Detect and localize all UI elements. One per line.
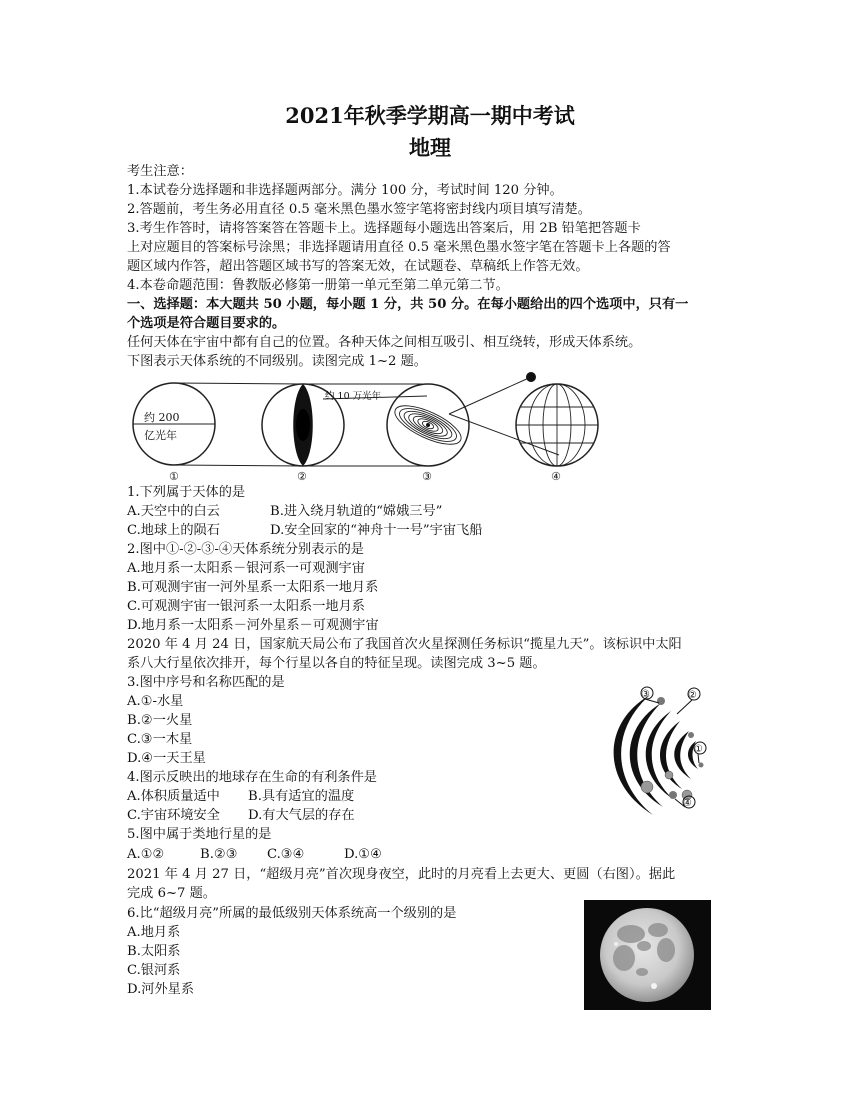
question-stem: 4.图示反映出的地球存在生命的有利条件是: [127, 770, 377, 785]
figure-number: ④: [683, 798, 692, 809]
figure-label: 约 200: [144, 411, 180, 424]
intro-text: 2020 年 4 月 24 日，国家航天局公布了我国首次火星探测任务标识“揽星九天”。该标识中太阳: [127, 637, 682, 652]
option-c: C.可观测宇宙一银河系一太阳系一地月系: [127, 599, 365, 614]
figure-number: ④: [551, 470, 561, 483]
intro-text: 下图表示天体系统的不同级别。读图完成 1~2 题。: [127, 354, 427, 369]
option-a: A.地月系: [127, 925, 181, 940]
option-d: D.安全回家的“神舟十一号”宇宙飞船: [270, 523, 483, 538]
option-c: C.宇宙环境安全: [127, 808, 220, 823]
option-a: A.①-水星: [127, 694, 184, 709]
figure-number: ②: [688, 690, 697, 701]
notice-item: 3.考生作答时，请将答案答在答题卡上。选择题每小题选出答案后，用 2B 铅笔把答题卡: [127, 221, 641, 236]
option-b: B.②一火星: [127, 713, 193, 728]
notice-heading: 考生注意：: [127, 164, 193, 179]
figure-label: 亿光年: [144, 429, 177, 442]
option-c: C.银河系: [127, 963, 181, 978]
question-stem: 2.图中①-②-③-④天体系统分别表示的是: [127, 542, 364, 557]
question-stem: 6.比“超级月亮”所属的最低级别天体系统高一个级别的是: [127, 906, 457, 921]
section-heading: 个选项是符合题目要求的。: [127, 316, 286, 331]
super-moon-photo: [584, 900, 711, 1010]
option-a: A.地月系一太阳系－银河系一可观测宇宙: [127, 561, 365, 576]
option-c: C.地球上的陨石: [127, 523, 220, 538]
option-row: [127, 521, 482, 540]
figure-number: ③: [422, 470, 432, 483]
section-heading: 一、选择题：本大题共 50 小题，每小题 1 分，共 50 分。在每小题给出的四个选项中，只有一: [127, 297, 689, 312]
notice-item: 4.本卷命题范围：鲁教版必修第一册第一单元至第二单元第二节。: [127, 278, 509, 293]
intro-text: 2021 年 4 月 27 日，“超级月亮”首次现身夜空，此时的月亮看上去更大、更圆（右图）。据此: [127, 867, 676, 882]
option-a: A.天空中的白云: [127, 504, 220, 519]
figure-number: ②: [297, 470, 307, 483]
figure-number: ①: [694, 744, 703, 755]
option-a: A.体积质量适中: [127, 789, 220, 804]
option-row: [127, 806, 355, 825]
notice-item: 上对应题目的答案标号涂黑；非选择题请用直径 0.5 毫米黑色墨水签字笔在答题卡上各题的答: [127, 240, 671, 255]
option-d: D.河外星系: [127, 982, 195, 997]
option-b: B.太阳系: [127, 944, 181, 959]
option-row: [127, 502, 442, 521]
figure-label: 约 10 万光年: [325, 391, 382, 402]
subject-title: 地理: [409, 135, 451, 160]
option-b: B.可观测宇宙一河外星系一太阳系一地月系: [127, 580, 379, 595]
option-d: D.④一天王星: [127, 751, 206, 766]
page-title: 2021年秋季学期高一期中考试: [285, 103, 575, 128]
planets-logo-figure: [603, 683, 723, 819]
intro-text: 系八大行星依次排开，每个行星以各自的特征呈现。读图完成 3~5 题。: [127, 656, 546, 671]
figure-number: ③: [641, 689, 650, 700]
notice-item: 1.本试卷分选择题和非选择题两部分。满分 100 分，考试时间 120 分钟。: [127, 183, 563, 198]
option-a: A.①②: [127, 847, 165, 862]
option-b: B.②③: [200, 847, 238, 862]
intro-text: 完成 6~7 题。: [127, 886, 216, 901]
celestial-systems-figure: [127, 372, 607, 484]
option-c: C.③④: [267, 847, 305, 862]
intro-text: 任何天体在宇宙中都有自己的位置。各种天体之间相互吸引、相互绕转，形成天体系统。: [127, 335, 642, 350]
option-row: [127, 845, 382, 864]
option-d: D.①④: [344, 847, 382, 862]
option-c: C.③一木星: [127, 732, 193, 747]
option-b: B.具有适宜的温度: [248, 789, 355, 804]
notice-item: 2.答题前，考生务必用直径 0.5 毫米黑色墨水签字笔将密封线内项目填写清楚。: [127, 202, 591, 217]
question-stem: 5.图中属于类地行星的是: [127, 827, 272, 842]
notice-item: 题区域内作答，超出答题区域书写的答案无效，在试题卷、草稿纸上作答无效。: [127, 259, 589, 274]
option-d: D.地月系一太阳系－河外星系－可观测宇宙: [127, 618, 379, 633]
option-d: D.有大气层的存在: [248, 808, 355, 823]
question-stem: 3.图中序号和名称匹配的是: [127, 675, 285, 690]
option-row: [127, 787, 354, 806]
question-stem: 1.下列属于天体的是: [127, 485, 246, 500]
figure-number: ①: [169, 470, 179, 483]
option-b: B.进入绕月轨道的“嫦娥三号”: [270, 504, 443, 519]
